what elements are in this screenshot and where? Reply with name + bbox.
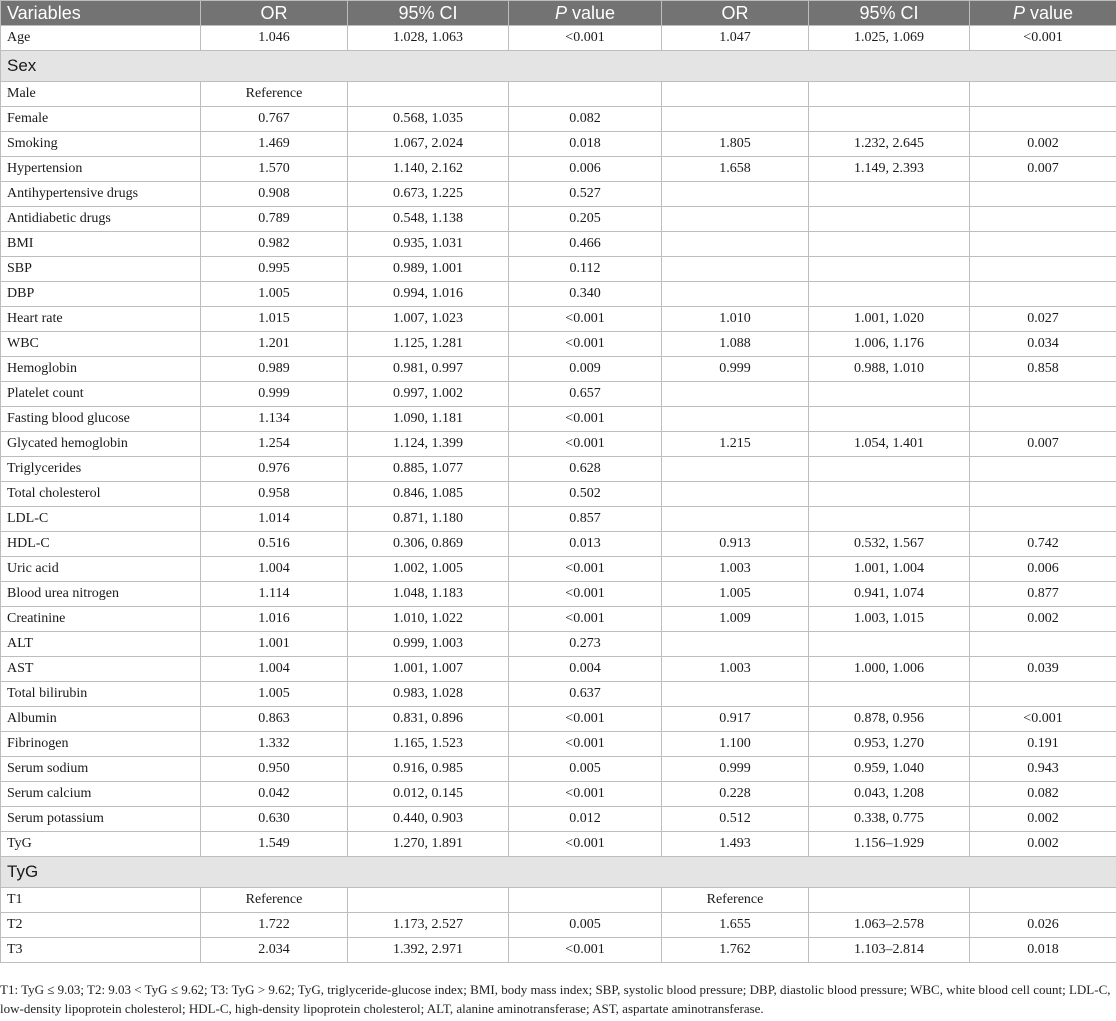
adjusted-or-cell: 0.999 xyxy=(662,757,809,782)
p-value-cell xyxy=(509,82,662,107)
adjusted-p-value-cell: 0.002 xyxy=(970,607,1116,632)
adjusted-ci-cell xyxy=(809,107,970,132)
adjusted-p-value-cell: 0.943 xyxy=(970,757,1116,782)
p-value-cell: 0.340 xyxy=(509,282,662,307)
or-cell: 1.005 xyxy=(201,682,348,707)
variable-cell: Heart rate xyxy=(1,307,201,332)
variable-cell: DBP xyxy=(1,282,201,307)
p-value-cell: 0.857 xyxy=(509,507,662,532)
variable-cell: ALT xyxy=(1,632,201,657)
header-ci-multivariate: 95% CI xyxy=(809,1,970,26)
table-row xyxy=(1,157,1116,182)
ci-cell: 0.916, 0.985 xyxy=(348,757,509,782)
table-row xyxy=(1,182,1116,207)
ci-cell: 0.831, 0.896 xyxy=(348,707,509,732)
variable-cell: Antidiabetic drugs xyxy=(1,207,201,232)
ci-cell: 0.548, 1.138 xyxy=(348,207,509,232)
p-value-cell: <0.001 xyxy=(509,607,662,632)
adjusted-p-value-cell xyxy=(970,682,1116,707)
adjusted-ci-cell: 1.001, 1.004 xyxy=(809,557,970,582)
adjusted-or-cell xyxy=(662,507,809,532)
p-value-cell: <0.001 xyxy=(509,26,662,51)
or-cell: 0.950 xyxy=(201,757,348,782)
adjusted-or-cell xyxy=(662,632,809,657)
or-cell: 0.042 xyxy=(201,782,348,807)
p-value-cell: 0.112 xyxy=(509,257,662,282)
table-row xyxy=(1,582,1116,607)
table-row xyxy=(1,707,1116,732)
ci-cell: 1.067, 2.024 xyxy=(348,132,509,157)
variable-cell: Serum calcium xyxy=(1,782,201,807)
table-row xyxy=(1,26,1116,51)
or-cell: 1.570 xyxy=(201,157,348,182)
table-row xyxy=(1,457,1116,482)
ci-cell: 0.673, 1.225 xyxy=(348,182,509,207)
variable-cell: Uric acid xyxy=(1,557,201,582)
ci-cell: 0.306, 0.869 xyxy=(348,532,509,557)
ci-cell: 1.090, 1.181 xyxy=(348,407,509,432)
table-row xyxy=(1,257,1116,282)
adjusted-or-cell xyxy=(662,182,809,207)
adjusted-p-value-cell xyxy=(970,282,1116,307)
variable-cell: BMI xyxy=(1,232,201,257)
adjusted-or-cell: 1.493 xyxy=(662,832,809,857)
adjusted-p-value-cell: 0.002 xyxy=(970,832,1116,857)
adjusted-p-value-cell: 0.006 xyxy=(970,557,1116,582)
variable-cell: LDL-C xyxy=(1,507,201,532)
p-value-cell: 0.018 xyxy=(509,132,662,157)
adjusted-ci-cell xyxy=(809,457,970,482)
variable-cell: TyG xyxy=(1,832,201,857)
ci-cell: 1.010, 1.022 xyxy=(348,607,509,632)
p-value-cell: <0.001 xyxy=(509,782,662,807)
adjusted-or-cell: 0.917 xyxy=(662,707,809,732)
or-cell: 0.630 xyxy=(201,807,348,832)
section-row xyxy=(1,51,1116,82)
adjusted-ci-cell: 1.001, 1.020 xyxy=(809,307,970,332)
variable-cell: Total bilirubin xyxy=(1,682,201,707)
adjusted-or-cell: 1.655 xyxy=(662,913,809,938)
variable-cell: Triglycerides xyxy=(1,457,201,482)
adjusted-or-cell xyxy=(662,257,809,282)
or-cell: Reference xyxy=(201,82,348,107)
ci-cell: 1.140, 2.162 xyxy=(348,157,509,182)
p-value-cell: <0.001 xyxy=(509,707,662,732)
variable-cell: WBC xyxy=(1,332,201,357)
adjusted-or-cell xyxy=(662,207,809,232)
adjusted-ci-cell xyxy=(809,232,970,257)
adjusted-ci-cell: 0.878, 0.956 xyxy=(809,707,970,732)
header-ci-univariate: 95% CI xyxy=(348,1,509,26)
variable-cell: T1 xyxy=(1,888,201,913)
variable-cell: Glycated hemoglobin xyxy=(1,432,201,457)
ci-cell: 0.440, 0.903 xyxy=(348,807,509,832)
ci-cell: 0.885, 1.077 xyxy=(348,457,509,482)
or-cell: 1.201 xyxy=(201,332,348,357)
adjusted-or-cell: 0.999 xyxy=(662,357,809,382)
adjusted-p-value-cell xyxy=(970,507,1116,532)
adjusted-p-value-cell: 0.039 xyxy=(970,657,1116,682)
p-value-cell: 0.082 xyxy=(509,107,662,132)
adjusted-ci-cell: 1.103–2.814 xyxy=(809,938,970,963)
table-row xyxy=(1,357,1116,382)
adjusted-p-value-cell: 0.034 xyxy=(970,332,1116,357)
adjusted-ci-cell: 1.232, 2.645 xyxy=(809,132,970,157)
p-value-cell: 0.502 xyxy=(509,482,662,507)
adjusted-ci-cell: 1.000, 1.006 xyxy=(809,657,970,682)
p-value-cell: <0.001 xyxy=(509,307,662,332)
ci-cell: 0.871, 1.180 xyxy=(348,507,509,532)
adjusted-ci-cell xyxy=(809,257,970,282)
adjusted-ci-cell: 0.532, 1.567 xyxy=(809,532,970,557)
p-value-cell: 0.205 xyxy=(509,207,662,232)
table-row xyxy=(1,532,1116,557)
p-value-cell: 0.006 xyxy=(509,157,662,182)
ci-cell: 1.125, 1.281 xyxy=(348,332,509,357)
adjusted-or-cell xyxy=(662,482,809,507)
variable-cell: Hemoglobin xyxy=(1,357,201,382)
or-cell: 0.989 xyxy=(201,357,348,382)
p-value-cell: 0.273 xyxy=(509,632,662,657)
p-value-cell: 0.637 xyxy=(509,682,662,707)
adjusted-ci-cell xyxy=(809,182,970,207)
ci-cell: 1.392, 2.971 xyxy=(348,938,509,963)
table-row xyxy=(1,107,1116,132)
adjusted-p-value-cell xyxy=(970,482,1116,507)
header-or-univariate: OR xyxy=(201,1,348,26)
ci-cell: 1.124, 1.399 xyxy=(348,432,509,457)
p-value-cell: 0.005 xyxy=(509,757,662,782)
p-value-cell: <0.001 xyxy=(509,938,662,963)
header-variables: Variables xyxy=(1,1,201,26)
adjusted-p-value-cell: 0.191 xyxy=(970,732,1116,757)
variable-cell: Female xyxy=(1,107,201,132)
adjusted-ci-cell: 1.006, 1.176 xyxy=(809,332,970,357)
table-row xyxy=(1,888,1116,913)
adjusted-or-cell: 1.010 xyxy=(662,307,809,332)
ci-cell: 1.165, 1.523 xyxy=(348,732,509,757)
adjusted-or-cell xyxy=(662,107,809,132)
table-row xyxy=(1,507,1116,532)
p-value-cell: 0.628 xyxy=(509,457,662,482)
table-header xyxy=(1,1,1116,26)
section-row xyxy=(1,857,1116,888)
or-cell: 1.549 xyxy=(201,832,348,857)
adjusted-or-cell: 1.658 xyxy=(662,157,809,182)
adjusted-or-cell: 1.215 xyxy=(662,432,809,457)
or-cell: 0.863 xyxy=(201,707,348,732)
header-p-italic: P xyxy=(554,3,567,23)
or-cell: 1.332 xyxy=(201,732,348,757)
adjusted-p-value-cell xyxy=(970,888,1116,913)
table-row xyxy=(1,207,1116,232)
adjusted-p-value-cell: 0.877 xyxy=(970,582,1116,607)
ci-cell xyxy=(348,82,509,107)
or-cell: 0.789 xyxy=(201,207,348,232)
table-row xyxy=(1,807,1116,832)
p-value-cell xyxy=(509,888,662,913)
adjusted-p-value-cell xyxy=(970,257,1116,282)
variable-cell: Male xyxy=(1,82,201,107)
ci-cell: 0.994, 1.016 xyxy=(348,282,509,307)
adjusted-p-value-cell: 0.082 xyxy=(970,782,1116,807)
header-or-multivariate: OR xyxy=(662,1,809,26)
adjusted-or-cell: 0.512 xyxy=(662,807,809,832)
ci-cell: 0.997, 1.002 xyxy=(348,382,509,407)
table-row xyxy=(1,482,1116,507)
or-cell: 0.999 xyxy=(201,382,348,407)
adjusted-or-cell xyxy=(662,382,809,407)
ci-cell: 0.935, 1.031 xyxy=(348,232,509,257)
variable-cell: Serum potassium xyxy=(1,807,201,832)
or-cell: 1.001 xyxy=(201,632,348,657)
adjusted-ci-cell xyxy=(809,282,970,307)
header-p-multivariate xyxy=(970,1,1116,26)
or-cell: 1.254 xyxy=(201,432,348,457)
adjusted-or-cell xyxy=(662,82,809,107)
variable-cell: Albumin xyxy=(1,707,201,732)
header-p-italic: P xyxy=(1012,3,1025,23)
p-value-cell: <0.001 xyxy=(509,432,662,457)
ci-cell xyxy=(348,888,509,913)
or-cell: 1.722 xyxy=(201,913,348,938)
adjusted-or-cell: 0.228 xyxy=(662,782,809,807)
variable-cell: Fibrinogen xyxy=(1,732,201,757)
variable-cell: Total cholesterol xyxy=(1,482,201,507)
table-body xyxy=(1,26,1116,963)
or-cell: 1.005 xyxy=(201,282,348,307)
adjusted-or-cell xyxy=(662,407,809,432)
adjusted-or-cell: 1.003 xyxy=(662,657,809,682)
variable-cell: Antihypertensive drugs xyxy=(1,182,201,207)
adjusted-ci-cell: 0.043, 1.208 xyxy=(809,782,970,807)
adjusted-p-value-cell xyxy=(970,82,1116,107)
p-value-cell: 0.005 xyxy=(509,913,662,938)
adjusted-ci-cell xyxy=(809,82,970,107)
p-value-cell: 0.009 xyxy=(509,357,662,382)
header-p-rest: value xyxy=(566,3,616,23)
or-cell: 0.516 xyxy=(201,532,348,557)
adjusted-p-value-cell xyxy=(970,407,1116,432)
or-cell: 0.908 xyxy=(201,182,348,207)
adjusted-p-value-cell: 0.018 xyxy=(970,938,1116,963)
variable-cell: Blood urea nitrogen xyxy=(1,582,201,607)
ci-cell: 1.028, 1.063 xyxy=(348,26,509,51)
header-row xyxy=(1,1,1116,26)
adjusted-ci-cell: 1.149, 2.393 xyxy=(809,157,970,182)
adjusted-ci-cell: 0.338, 0.775 xyxy=(809,807,970,832)
or-cell: 2.034 xyxy=(201,938,348,963)
or-cell: Reference xyxy=(201,888,348,913)
or-cell: 1.046 xyxy=(201,26,348,51)
adjusted-ci-cell: 1.025, 1.069 xyxy=(809,26,970,51)
adjusted-ci-cell: 0.941, 1.074 xyxy=(809,582,970,607)
adjusted-p-value-cell: 0.026 xyxy=(970,913,1116,938)
table-row xyxy=(1,732,1116,757)
or-cell: 0.767 xyxy=(201,107,348,132)
adjusted-ci-cell: 1.156–1.929 xyxy=(809,832,970,857)
adjusted-p-value-cell: 0.007 xyxy=(970,157,1116,182)
p-value-cell: <0.001 xyxy=(509,582,662,607)
adjusted-ci-cell: 0.988, 1.010 xyxy=(809,357,970,382)
adjusted-ci-cell xyxy=(809,382,970,407)
adjusted-p-value-cell xyxy=(970,457,1116,482)
adjusted-ci-cell: 1.063–2.578 xyxy=(809,913,970,938)
p-value-cell: <0.001 xyxy=(509,557,662,582)
adjusted-p-value-cell xyxy=(970,632,1116,657)
or-cell: 1.004 xyxy=(201,557,348,582)
adjusted-or-cell: 1.762 xyxy=(662,938,809,963)
adjusted-ci-cell xyxy=(809,888,970,913)
adjusted-or-cell xyxy=(662,232,809,257)
adjusted-ci-cell xyxy=(809,507,970,532)
variable-cell: Hypertension xyxy=(1,157,201,182)
adjusted-or-cell xyxy=(662,457,809,482)
section-label: TyG xyxy=(1,857,1116,888)
adjusted-ci-cell xyxy=(809,682,970,707)
adjusted-p-value-cell xyxy=(970,182,1116,207)
variable-cell: Smoking xyxy=(1,132,201,157)
or-cell: 0.958 xyxy=(201,482,348,507)
table-row xyxy=(1,282,1116,307)
or-cell: 1.134 xyxy=(201,407,348,432)
table-row xyxy=(1,307,1116,332)
variable-cell: Creatinine xyxy=(1,607,201,632)
adjusted-ci-cell: 0.953, 1.270 xyxy=(809,732,970,757)
variable-cell: T2 xyxy=(1,913,201,938)
or-cell: 1.114 xyxy=(201,582,348,607)
variable-cell: Serum sodium xyxy=(1,757,201,782)
adjusted-or-cell: 0.913 xyxy=(662,532,809,557)
adjusted-p-value-cell: 0.027 xyxy=(970,307,1116,332)
adjusted-p-value-cell: 0.858 xyxy=(970,357,1116,382)
adjusted-p-value-cell: 0.007 xyxy=(970,432,1116,457)
p-value-cell: <0.001 xyxy=(509,832,662,857)
adjusted-ci-cell xyxy=(809,207,970,232)
adjusted-or-cell: 1.005 xyxy=(662,582,809,607)
adjusted-p-value-cell xyxy=(970,207,1116,232)
ci-cell: 0.989, 1.001 xyxy=(348,257,509,282)
p-value-cell: 0.527 xyxy=(509,182,662,207)
variable-cell: Platelet count xyxy=(1,382,201,407)
adjusted-ci-cell: 1.054, 1.401 xyxy=(809,432,970,457)
table-row xyxy=(1,938,1116,963)
variable-cell: SBP xyxy=(1,257,201,282)
ci-cell: 0.983, 1.028 xyxy=(348,682,509,707)
ci-cell: 1.173, 2.527 xyxy=(348,913,509,938)
p-value-cell: 0.004 xyxy=(509,657,662,682)
adjusted-p-value-cell: <0.001 xyxy=(970,26,1116,51)
adjusted-p-value-cell xyxy=(970,232,1116,257)
variable-cell: HDL-C xyxy=(1,532,201,557)
variable-cell: T3 xyxy=(1,938,201,963)
ci-cell: 1.007, 1.023 xyxy=(348,307,509,332)
table-row xyxy=(1,132,1116,157)
adjusted-or-cell: 1.100 xyxy=(662,732,809,757)
section-label: Sex xyxy=(1,51,1116,82)
adjusted-p-value-cell: 0.002 xyxy=(970,807,1116,832)
adjusted-ci-cell xyxy=(809,482,970,507)
table-row xyxy=(1,232,1116,257)
adjusted-or-cell: 1.805 xyxy=(662,132,809,157)
or-cell: 0.976 xyxy=(201,457,348,482)
or-cell: 1.014 xyxy=(201,507,348,532)
p-value-cell: <0.001 xyxy=(509,732,662,757)
variable-cell: Age xyxy=(1,26,201,51)
table-row xyxy=(1,82,1116,107)
adjusted-p-value-cell: 0.742 xyxy=(970,532,1116,557)
adjusted-ci-cell xyxy=(809,632,970,657)
ci-cell: 1.048, 1.183 xyxy=(348,582,509,607)
table-row xyxy=(1,832,1116,857)
or-cell: 1.016 xyxy=(201,607,348,632)
p-value-cell: <0.001 xyxy=(509,407,662,432)
adjusted-or-cell: 1.047 xyxy=(662,26,809,51)
adjusted-ci-cell xyxy=(809,407,970,432)
table-row xyxy=(1,632,1116,657)
or-cell: 0.995 xyxy=(201,257,348,282)
ci-cell: 0.846, 1.085 xyxy=(348,482,509,507)
ci-cell: 0.981, 0.997 xyxy=(348,357,509,382)
p-value-cell: 0.012 xyxy=(509,807,662,832)
adjusted-p-value-cell xyxy=(970,382,1116,407)
ci-cell: 0.568, 1.035 xyxy=(348,107,509,132)
adjusted-or-cell: 1.088 xyxy=(662,332,809,357)
table-row xyxy=(1,757,1116,782)
adjusted-p-value-cell xyxy=(970,107,1116,132)
table-row xyxy=(1,782,1116,807)
table-row xyxy=(1,332,1116,357)
or-cell: 0.982 xyxy=(201,232,348,257)
adjusted-or-cell: 1.009 xyxy=(662,607,809,632)
adjusted-or-cell: 1.003 xyxy=(662,557,809,582)
adjusted-or-cell xyxy=(662,682,809,707)
header-p-univariate xyxy=(509,1,662,26)
table-row xyxy=(1,382,1116,407)
adjusted-or-cell xyxy=(662,282,809,307)
table-row xyxy=(1,407,1116,432)
table-footnote: T1: TyG ≤ 9.03; T2: 9.03 < TyG ≤ 9.62; T3: TyG > 9.62; TyG, triglyceride-glucose index; BMI, body mass index; SBP, systolic blood pressure; DBP, diastolic blood pressure; WBC, white blood cell count; LDL-C, low-density lipoprotein cholesterol; HDL-C, high-density lipoprotein cholesterol; ALT, alanine aminotransferase; AST, aspartate aminotransferase. xyxy=(0,982,1111,1016)
header-p-rest: value xyxy=(1024,3,1074,23)
ci-cell: 1.270, 1.891 xyxy=(348,832,509,857)
p-value-cell: <0.001 xyxy=(509,332,662,357)
variable-cell: Fasting blood glucose xyxy=(1,407,201,432)
p-value-cell: 0.466 xyxy=(509,232,662,257)
p-value-cell: 0.013 xyxy=(509,532,662,557)
adjusted-p-value-cell: 0.002 xyxy=(970,132,1116,157)
table-row xyxy=(1,682,1116,707)
ci-cell: 0.012, 0.145 xyxy=(348,782,509,807)
table-row xyxy=(1,432,1116,457)
variable-cell: AST xyxy=(1,657,201,682)
adjusted-p-value-cell: <0.001 xyxy=(970,707,1116,732)
ci-cell: 0.999, 1.003 xyxy=(348,632,509,657)
or-cell: 1.469 xyxy=(201,132,348,157)
adjusted-ci-cell: 0.959, 1.040 xyxy=(809,757,970,782)
table-row xyxy=(1,607,1116,632)
p-value-cell: 0.657 xyxy=(509,382,662,407)
table-row xyxy=(1,557,1116,582)
ci-cell: 1.002, 1.005 xyxy=(348,557,509,582)
ci-cell: 1.001, 1.007 xyxy=(348,657,509,682)
table-row xyxy=(1,913,1116,938)
table-row xyxy=(1,657,1116,682)
adjusted-or-cell: Reference xyxy=(662,888,809,913)
or-cell: 1.015 xyxy=(201,307,348,332)
adjusted-ci-cell: 1.003, 1.015 xyxy=(809,607,970,632)
or-cell: 1.004 xyxy=(201,657,348,682)
